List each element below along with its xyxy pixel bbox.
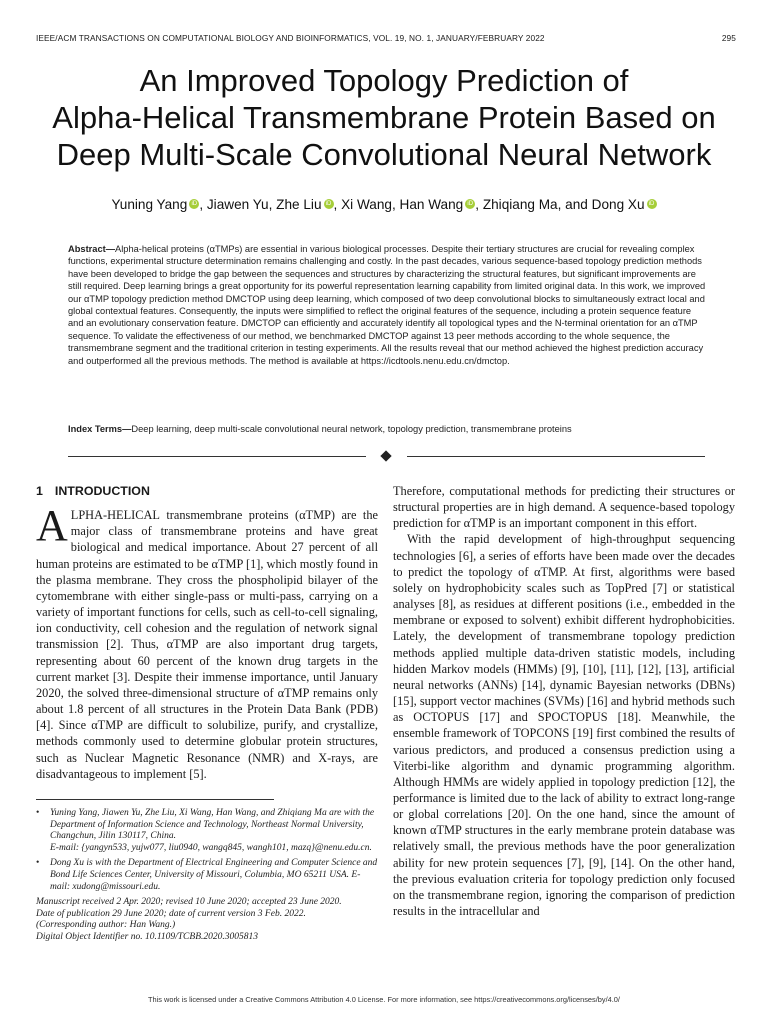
drop-cap: A	[36, 501, 68, 551]
left-column	[36, 483, 378, 782]
affiliation-note	[36, 858, 378, 893]
title-line: An Improved Topology Prediction of	[139, 63, 629, 98]
author-separator: ,	[391, 197, 400, 212]
license-notice: This work is licensed under a Creative Commons Attribution 4.0 License. For more information, see https://creativecommons.org/licenses/by/4.0/	[148, 995, 620, 1004]
author-separator: ,	[333, 197, 342, 212]
bullet-icon: •	[36, 858, 40, 869]
title-line: Deep Multi-Scale Convolutional Neural Network	[56, 137, 712, 172]
author-name: Yuning Yang	[111, 197, 188, 212]
author-list	[20, 197, 748, 212]
bullet-icon: •	[36, 808, 40, 818]
manuscript-info	[36, 897, 378, 943]
affiliation-email: E-mail: {yangyn533, yujw077, liu0940, wangq845, wangh101, mazq}@nenu.edu.cn.	[50, 842, 372, 853]
doi-line: Digital Object Identifier no. 10.1109/TCBB.2020.3005813	[36, 931, 259, 942]
affiliation-text: Dong Xu is with the Department of Electrical Engineering and Computer Science and Bond Life Sciences Center, University of Missouri, Columbia, MO 65211 USA. E-mail: xudong@missouri.edu.	[50, 858, 378, 892]
divider-line-right	[407, 456, 705, 457]
author-separator: ,	[475, 197, 483, 212]
index-terms-text: Deep learning, deep multi-scale convolutional neural network, topology prediction, transmembrane proteins	[131, 424, 572, 434]
diamond-icon	[380, 450, 391, 461]
author-name: Dong Xu	[591, 197, 645, 212]
affiliation-text: Yuning Yang, Jiawen Yu, Zhe Liu, Xi Wang, Han Wang, and Zhiqiang Ma are with the Department of Information Science and Technology, Northeast Normal University, Changchun, Jilin 130117, China.	[50, 808, 375, 842]
section-divider	[68, 452, 705, 462]
author-separator: ,	[268, 197, 277, 212]
intro-paragraph	[36, 501, 378, 782]
orcid-icon[interactable]: iD	[647, 199, 657, 209]
right-column	[393, 483, 735, 919]
page-number: 295	[721, 33, 736, 43]
running-head	[36, 33, 736, 43]
orcid-icon[interactable]: iD	[465, 199, 475, 209]
paper-title	[20, 62, 748, 173]
footnotes	[36, 808, 378, 944]
section-number: 1	[36, 484, 43, 498]
author-name: Xi Wang	[341, 197, 392, 212]
paragraph: With the rapid development of high-throughput sequencing technologies [6], a series of efforts have been made over the decades to predict the topology of αTMP. At first, algorithms were based solely on hydrophobicity scales such as TopPred [7] or statistical analyses [8], as residues at different positions (i.e., embedded in the membrane or exposed to solvent) exhibit different hydrophobicities. Lately, the development of transmembrane topology prediction methods applied multiple data-driven statistic models, including hidden Markov models (HMMs) [9], [10], [11], [12], [13], artificial neural networks (ANNs) [14], dynamic Bayesian networks (DBNs) [15], support vector machines (SVMs) [16] and hybrid methods such as OCTOPUS [17] and SPOCTOPUS [18]. Meanwhile, the ensemble framework of TOPCONS [19] first combined the results of various predictors, and produced a consensus prediction using a Viterbi-like algorithm and dynamic programming algorithm. Although HMMs are widely applied in topology prediction [12], the performance is limited due to the lack of ability to extract long-range or global correlations [20]. On the one hand, since the amount of known αTMP structures in the early membrane protein database was relatively small, the previous methods have the poor generalization ability for new protein sequences [7], [9], [14]. On the other hand, the previous evaluation criteria for topology prediction only focused on the transmembrane region, ignoring the comparison of prediction results in the intracellular and	[393, 532, 735, 919]
index-terms	[68, 424, 708, 434]
footnote-rule	[36, 799, 274, 800]
manuscript-line: Date of publication 29 June 2020; date of current version 3 Feb. 2022.	[36, 908, 306, 919]
orcid-icon[interactable]: iD	[189, 199, 199, 209]
author-separator: ,	[199, 197, 207, 212]
manuscript-line: Manuscript received 2 Apr. 2020; revised 10 June 2020; accepted 23 June 2020.	[36, 897, 342, 908]
abstract	[68, 243, 706, 367]
paragraph-text: transmembrane proteins (αTMP) are the major class of transmembrane proteins and have great biological and medical importance. About 27 percent of all human proteins are estimated to be αTMP [1], which mostly found in the plasma membrane. They cross the phospholipid bilayer of the cytomembrane with either single-pass or multi-pass, carrying on a variety of important functions for cells, such as cell-to-cell signaling, ion conductivity, cell cohesion and the regulation of network signal transmission [2]. Thus, αTMP are also important drug targets, representing about 60 percent of the known drug targets in the current market [3]. Despite their immense importance, until January 2020, the solved three-dimensional structure of αTMP remains only about 1.8 percent of all structures in the Protein Data Bank (PDB) [4]. Since αTMP are difficult to solubilize, purify, and crystallize, methods commonly used to determine globular protein structures, such as Nuclear Magnetic Resonance (NMR) and X-rays, are disadvantageous to implement [5].	[36, 508, 378, 781]
author-separator: , and	[557, 197, 592, 212]
author-name: Han Wang	[399, 197, 464, 212]
divider-line-left	[68, 456, 366, 457]
section-title: INTRODUCTION	[54, 484, 150, 498]
lead-in-smallcaps: LPHA-HELICAL	[70, 508, 160, 523]
orcid-icon[interactable]: iD	[324, 199, 334, 209]
affiliation-note	[36, 808, 378, 854]
section-heading	[36, 483, 378, 499]
paragraph-continuation: Therefore, computational methods for predicting their structures or structural properties are in high demand. A sequence-based topology prediction for αTMP is an important component in this effort.	[393, 484, 735, 531]
title-line: Alpha-Helical Transmembrane Protein Based on	[52, 100, 716, 135]
index-terms-label: Index Terms—	[68, 424, 132, 434]
abstract-text: Alpha-helical proteins (αTMPs) are essential in various biological processes. Despite their tertiary structures are crucial for revealing complex functions, experimental structure determination remains challenging and costly. In the past decades, various sequence-based topology prediction methods have been developed to bridge the gap between the sequences and structures by characterizing the structural features, but significant improvements are still required. Deep learning brings a great opportunity for its powerful representation learning capability from limited original data. In this work, we improved our αTMP topology prediction method DMCTOP using deep learning, which composed of two deep convolutional blocks to simultaneously extract local and global contextual features. Consequently, the inputs were simplified to reflect the original features of the sequence, including a protein sequence feature and an evolutionary conservation feature. DMCTOP can efficiently and accurately identify all topological types and the N-terminal orientation for an αTMP sequence. To validate the effectiveness of our method, we benchmarked DMCTOP against 13 peer methods according to the whole sequence, the transmembrane segment and the traditional criterion in testing experiments. All the results reveal that our method achieved the highest prediction accuracy and outperformed all the previous methods. The method is available at https://icdtools.nenu.edu.cn/dmctop.	[68, 244, 706, 366]
manuscript-line: (Corresponding author: Han Wang.)	[36, 920, 176, 931]
abstract-label: Abstract—	[68, 244, 116, 254]
author-name: Zhiqiang Ma	[482, 197, 558, 212]
journal-name: IEEE/ACM TRANSACTIONS ON COMPUTATIONAL BIOLOGY AND BIOINFORMATICS, VOL. 19, NO. 1, JANUARY/FEBRUARY 2022	[36, 33, 545, 43]
author-name: Zhe Liu	[276, 197, 322, 212]
author-name: Jiawen Yu	[206, 197, 269, 212]
